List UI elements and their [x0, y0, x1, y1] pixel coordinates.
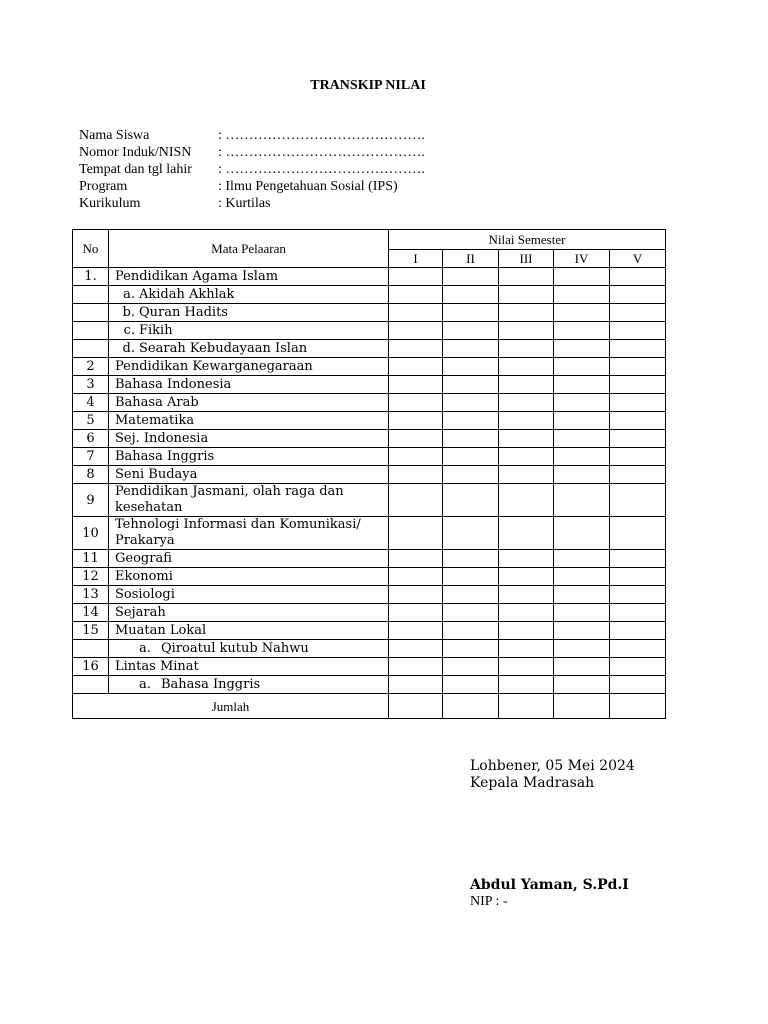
row-number: 12 [73, 568, 109, 586]
grade-cell [499, 568, 554, 586]
grade-cell [554, 517, 610, 550]
row-number: 6 [73, 430, 109, 448]
row-number [73, 640, 109, 658]
header-subject: Mata Pelaaran [109, 230, 389, 268]
row-number [73, 340, 109, 358]
table-row [73, 286, 666, 304]
sub-item-letter: d. [122, 341, 135, 356]
signer-position: Kepala Madrasah [470, 775, 595, 791]
row-subject [109, 286, 389, 304]
grade-cell [554, 286, 610, 304]
table-row [73, 376, 666, 394]
grade-cell [610, 430, 666, 448]
table-row [73, 268, 666, 286]
grade-cell [443, 304, 499, 322]
sub-item-label: Quran Hadits [139, 305, 228, 320]
row-subject: Bahasa Inggris [109, 448, 389, 466]
grade-cell [554, 568, 610, 586]
row-number: 5 [73, 412, 109, 430]
info-value: : ……………………………………. [218, 145, 425, 160]
document-title: TRANSKIP NILAI [310, 78, 426, 93]
grade-cell [554, 676, 610, 694]
grade-cell [443, 604, 499, 622]
grade-cell [499, 322, 554, 340]
table-row [73, 622, 666, 640]
sub-item-letter: a. [139, 641, 151, 656]
table-row [73, 394, 666, 412]
grade-cell [554, 322, 610, 340]
table-row [73, 676, 666, 694]
grade-cell [389, 568, 443, 586]
grade-cell [499, 412, 554, 430]
grade-cell [443, 448, 499, 466]
table-row [73, 412, 666, 430]
table-row [73, 304, 666, 322]
table-row [73, 358, 666, 376]
grade-cell [499, 286, 554, 304]
grade-cell [554, 304, 610, 322]
grade-cell [610, 604, 666, 622]
row-subject [109, 640, 389, 658]
grade-cell [610, 448, 666, 466]
header-sem-4: IV [554, 250, 610, 268]
row-number: 11 [73, 550, 109, 568]
sub-item [115, 677, 260, 692]
grade-cell [610, 658, 666, 676]
grade-cell [389, 376, 443, 394]
row-subject: Lintas Minat [109, 658, 389, 676]
info-label: Nama Siswa [79, 128, 150, 143]
grade-cell [499, 484, 554, 517]
sub-item [115, 641, 309, 656]
grade-cell [554, 658, 610, 676]
grade-cell [610, 304, 666, 322]
grade-cell [499, 394, 554, 412]
grade-cell [554, 640, 610, 658]
grade-cell [499, 466, 554, 484]
grade-cell [389, 286, 443, 304]
grade-cell [389, 412, 443, 430]
sub-item-label: Fikih [139, 323, 173, 338]
grade-cell [554, 394, 610, 412]
total-cell [389, 694, 443, 719]
info-label: Kurikulum [79, 196, 141, 211]
table-row [73, 448, 666, 466]
grade-cell [443, 430, 499, 448]
grade-cell [499, 517, 554, 550]
table-row [73, 586, 666, 604]
table-row [73, 466, 666, 484]
row-subject [109, 304, 389, 322]
row-number: 7 [73, 448, 109, 466]
total-cell [554, 694, 610, 719]
row-subject: Matematika [109, 412, 389, 430]
grade-cell [443, 517, 499, 550]
grade-cell [499, 304, 554, 322]
grade-cell [554, 430, 610, 448]
grade-cell [499, 376, 554, 394]
grade-cell [443, 568, 499, 586]
row-subject [109, 322, 389, 340]
grade-cell [389, 640, 443, 658]
header-sem-2: II [443, 250, 499, 268]
row-subject: Bahasa Indonesia [109, 376, 389, 394]
grade-cell [610, 322, 666, 340]
grade-cell [554, 622, 610, 640]
grade-cell [610, 640, 666, 658]
sub-item [115, 287, 234, 302]
sub-item-letter: a. [139, 677, 151, 692]
signer-name: Abdul Yaman, S.Pd.I [470, 877, 629, 893]
grade-cell [443, 340, 499, 358]
grade-cell [389, 322, 443, 340]
row-subject: Sosiologi [109, 586, 389, 604]
table-row [73, 568, 666, 586]
grade-cell [554, 340, 610, 358]
grade-cell [554, 604, 610, 622]
table-row [73, 340, 666, 358]
grade-cell [610, 268, 666, 286]
grade-cell [443, 268, 499, 286]
grade-cell [389, 448, 443, 466]
total-cell [610, 694, 666, 719]
row-number: 14 [73, 604, 109, 622]
table-row [73, 550, 666, 568]
grade-cell [610, 517, 666, 550]
info-label: Program [79, 179, 128, 194]
grade-cell [610, 376, 666, 394]
grade-cell [443, 322, 499, 340]
grade-cell [389, 604, 443, 622]
grade-cell [554, 484, 610, 517]
row-subject: Tehnologi Informasi dan Komunikasi/ Prakarya [109, 517, 389, 550]
grade-cell [499, 640, 554, 658]
grade-cell [499, 448, 554, 466]
total-cell [443, 694, 499, 719]
grade-cell [443, 640, 499, 658]
sub-item-letter: c. [123, 323, 135, 338]
total-label: Jumlah [73, 694, 389, 719]
sub-item-label: Bahasa Inggris [161, 677, 261, 692]
table-row [73, 658, 666, 676]
grade-cell [610, 676, 666, 694]
sub-item-letter: b. [122, 305, 135, 320]
grade-cell [389, 550, 443, 568]
row-number: 4 [73, 394, 109, 412]
grades-table [72, 229, 666, 719]
grade-cell [554, 412, 610, 430]
row-number: 2 [73, 358, 109, 376]
row-number: 3 [73, 376, 109, 394]
grade-cell [554, 358, 610, 376]
grade-cell [443, 586, 499, 604]
sub-item-label: Akidah Akhlak [139, 287, 235, 302]
header-no: No [73, 230, 109, 268]
table-row [73, 640, 666, 658]
row-subject: Geografi [109, 550, 389, 568]
grade-cell [610, 358, 666, 376]
row-number [73, 304, 109, 322]
grade-cell [443, 676, 499, 694]
grade-cell [499, 586, 554, 604]
grade-cell [389, 586, 443, 604]
info-value: : ……………………………………. [218, 162, 425, 177]
grade-cell [499, 604, 554, 622]
row-number: 13 [73, 586, 109, 604]
grade-cell [389, 484, 443, 517]
row-number: 8 [73, 466, 109, 484]
grade-cell [389, 517, 443, 550]
grade-cell [499, 550, 554, 568]
grade-cell [610, 484, 666, 517]
grade-cell [499, 340, 554, 358]
grade-cell [389, 358, 443, 376]
grade-cell [389, 676, 443, 694]
info-label: Nomor Induk/NISN [79, 145, 192, 160]
table-row [73, 322, 666, 340]
header-sem-5: V [610, 250, 666, 268]
grade-cell [554, 586, 610, 604]
grade-cell [610, 550, 666, 568]
info-value: : Ilmu Pengetahuan Sosial (IPS) [218, 179, 398, 194]
info-value: : ……………………………………. [218, 128, 425, 143]
sub-item-label: Qiroatul kutub Nahwu [161, 641, 309, 656]
row-number [73, 322, 109, 340]
grade-cell [610, 568, 666, 586]
grade-cell [389, 622, 443, 640]
sub-item-label: Searah Kebudayaan Islan [139, 341, 308, 356]
row-subject: Bahasa Arab [109, 394, 389, 412]
table-row [73, 604, 666, 622]
row-subject: Pendidikan Jasmani, olah raga dan kesehatan [109, 484, 389, 517]
total-cell [499, 694, 554, 719]
row-subject: Muatan Lokal [109, 622, 389, 640]
grade-cell [443, 622, 499, 640]
table-row [73, 430, 666, 448]
grade-cell [443, 394, 499, 412]
grade-cell [499, 430, 554, 448]
grade-cell [389, 340, 443, 358]
info-value: : Kurtilas [218, 196, 271, 211]
grade-cell [610, 622, 666, 640]
row-subject: Sejarah [109, 604, 389, 622]
sub-item [115, 323, 173, 338]
grade-cell [554, 466, 610, 484]
sub-item [115, 305, 228, 320]
grade-cell [389, 268, 443, 286]
grade-cell [499, 676, 554, 694]
row-number: 15 [73, 622, 109, 640]
row-subject: Ekonomi [109, 568, 389, 586]
grade-cell [443, 550, 499, 568]
grade-cell [610, 586, 666, 604]
row-subject: Pendidikan Agama Islam [109, 268, 389, 286]
place-date: Lohbener, 05 Mei 2024 [470, 758, 635, 774]
row-number [73, 676, 109, 694]
table-row [73, 484, 666, 517]
row-subject [109, 676, 389, 694]
header-sem-3: III [499, 250, 554, 268]
grade-cell [499, 358, 554, 376]
grade-cell [443, 358, 499, 376]
header-semester: Nilai Semester [389, 230, 666, 250]
table-row [73, 517, 666, 550]
grade-cell [389, 430, 443, 448]
grade-cell [443, 466, 499, 484]
row-number: 9 [73, 484, 109, 517]
row-number: 10 [73, 517, 109, 550]
grade-cell [389, 658, 443, 676]
grade-cell [610, 466, 666, 484]
grade-cell [499, 268, 554, 286]
grade-cell [499, 622, 554, 640]
grade-cell [610, 340, 666, 358]
grade-cell [443, 376, 499, 394]
grade-cell [499, 658, 554, 676]
sub-item [115, 341, 307, 356]
row-subject [109, 340, 389, 358]
grade-cell [443, 412, 499, 430]
row-number: 16 [73, 658, 109, 676]
info-label: Tempat dan tgl lahir [79, 162, 192, 177]
sub-item-letter: a. [123, 287, 135, 302]
grade-cell [554, 448, 610, 466]
grade-cell [610, 286, 666, 304]
row-number [73, 286, 109, 304]
grade-cell [554, 376, 610, 394]
grade-cell [554, 268, 610, 286]
grade-cell [610, 394, 666, 412]
row-subject: Seni Budaya [109, 466, 389, 484]
grade-cell [554, 550, 610, 568]
grade-cell [443, 286, 499, 304]
row-number: 1. [73, 268, 109, 286]
header-sem-1: I [389, 250, 443, 268]
grade-cell [443, 484, 499, 517]
grade-cell [389, 304, 443, 322]
row-subject: Sej. Indonesia [109, 430, 389, 448]
signer-nip: NIP : - [470, 894, 508, 909]
grade-cell [389, 466, 443, 484]
grade-cell [389, 394, 443, 412]
grade-cell [610, 412, 666, 430]
row-subject: Pendidikan Kewarganegaraan [109, 358, 389, 376]
grade-cell [443, 658, 499, 676]
